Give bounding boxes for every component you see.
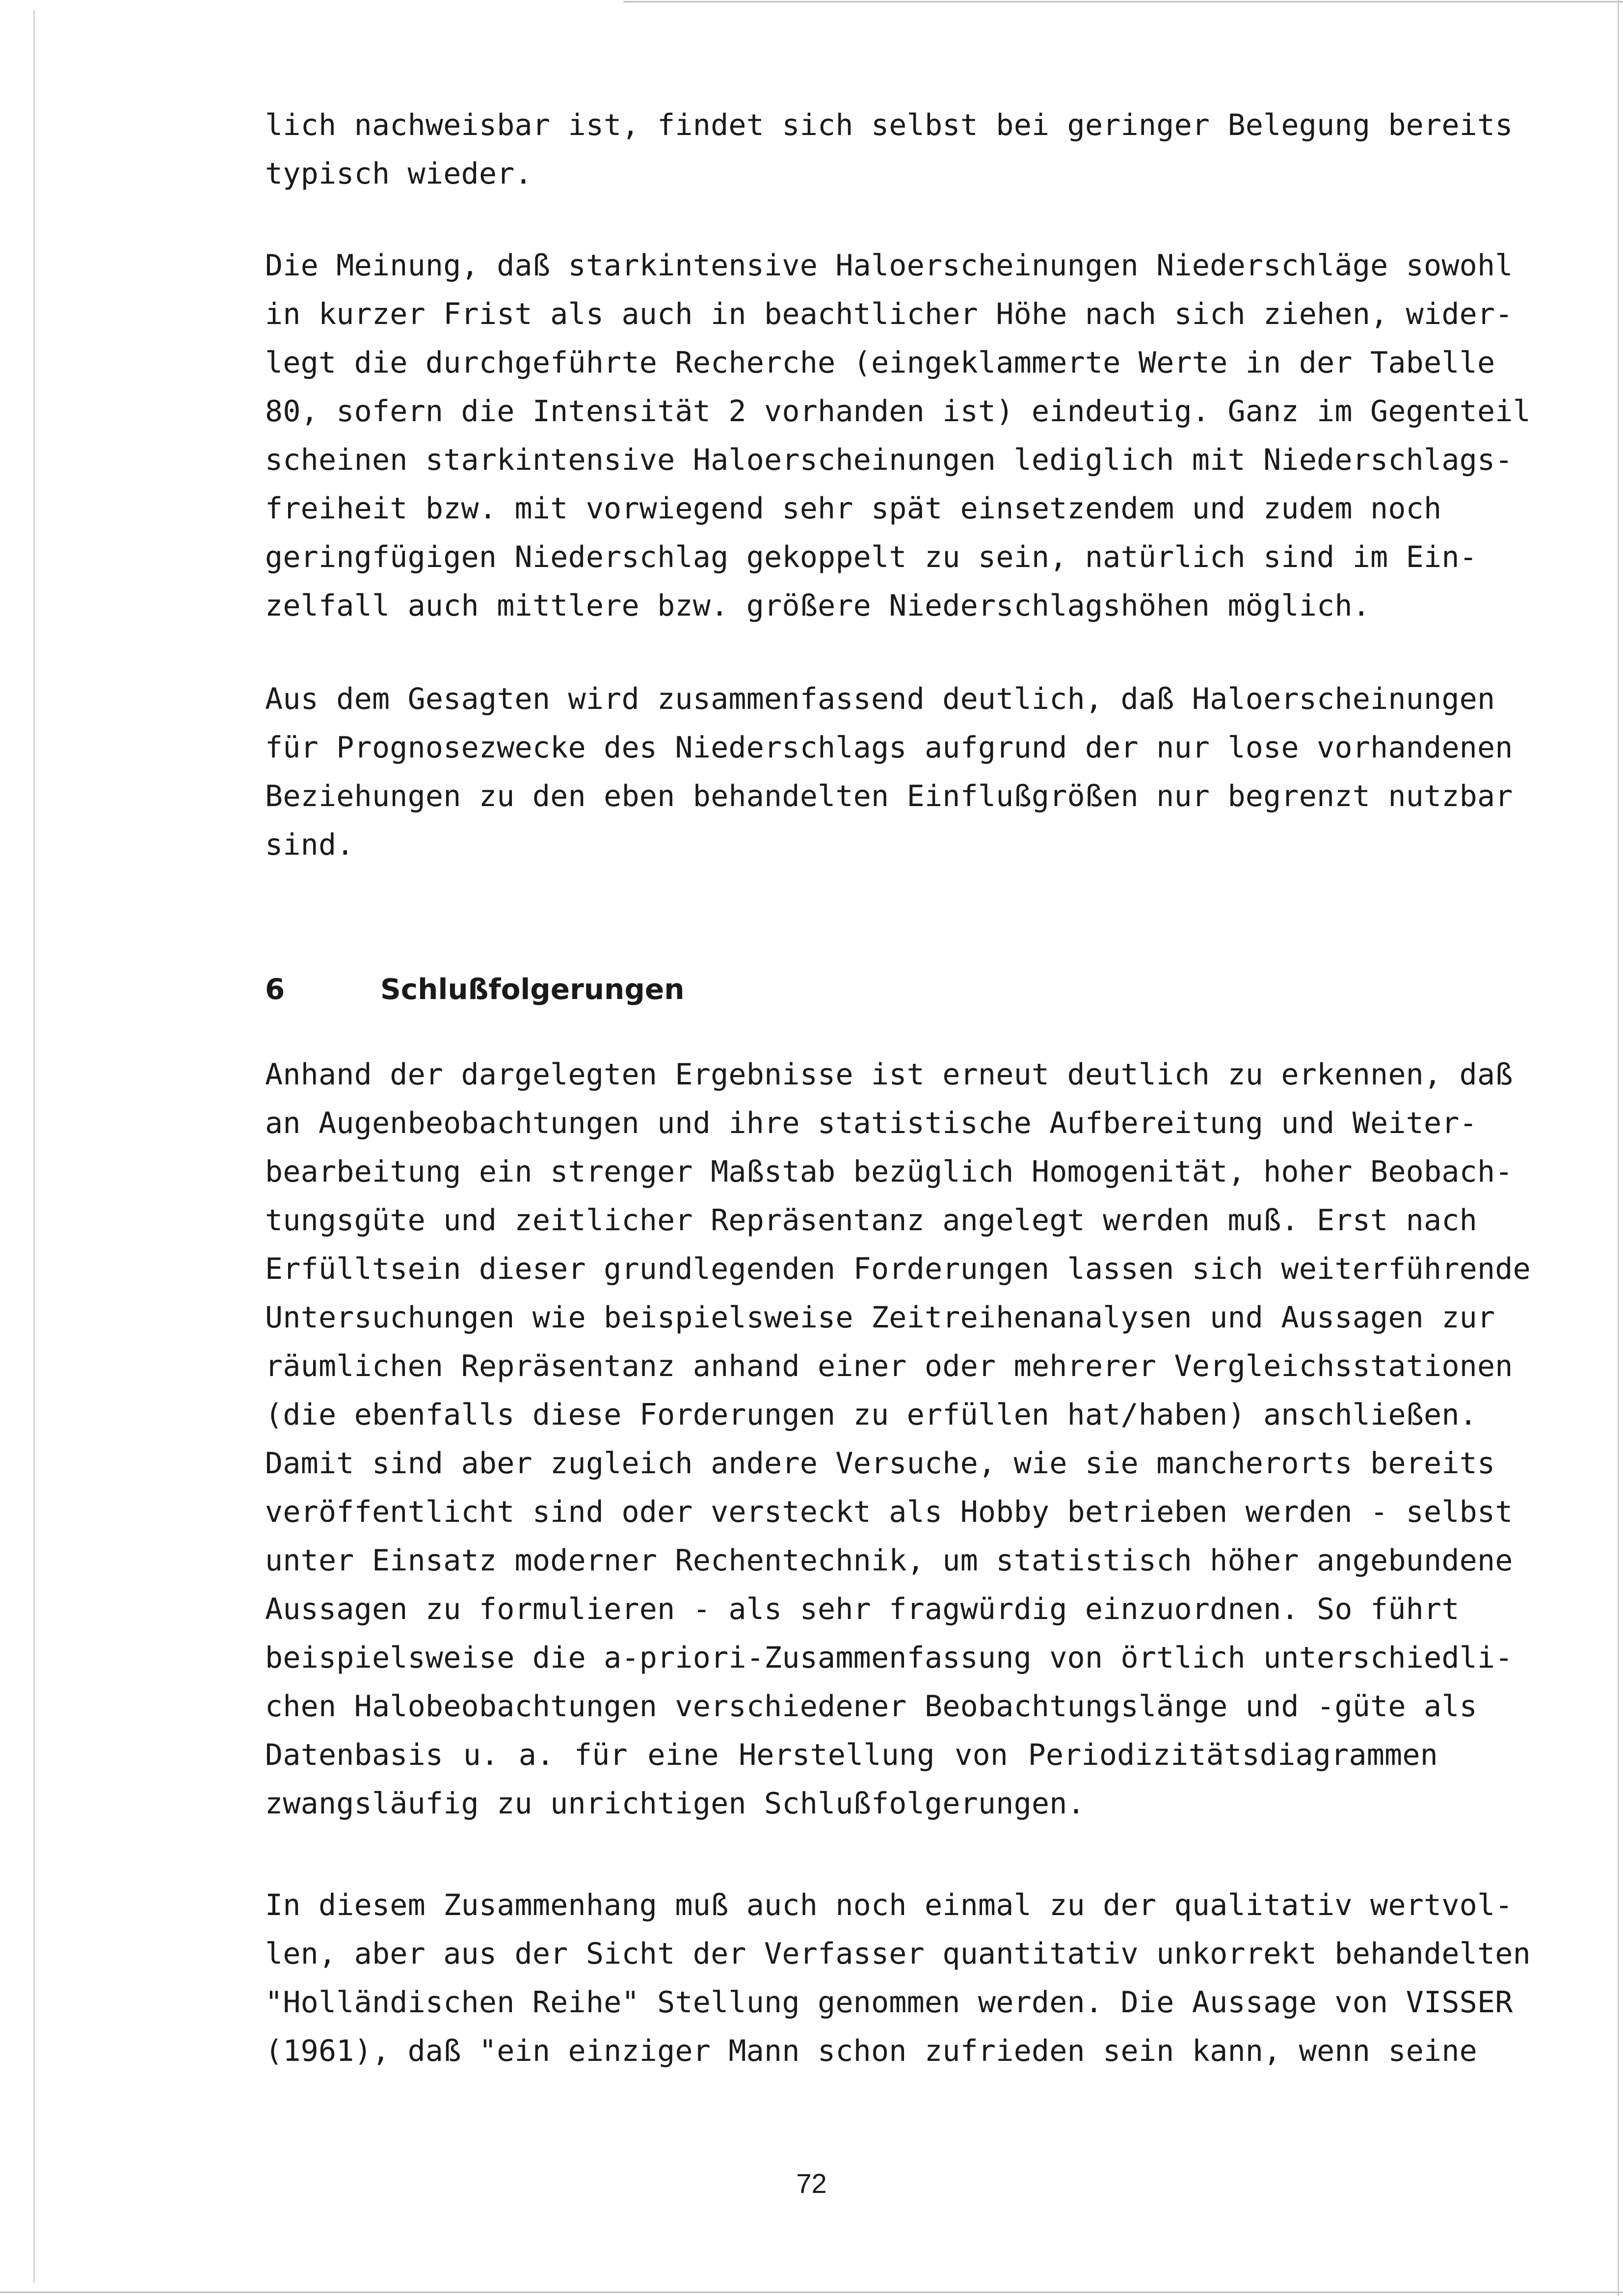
text-line: zelfall auch mittlere bzw. größere Niederschlagshöhen möglich. [265, 589, 1371, 623]
text-line: Aus dem Gesagten wird zusammenfassend deutlich, daß Haloerscheinungen [265, 682, 1495, 716]
text-line: sind. [265, 828, 354, 862]
text-line: (1961), daß "ein einziger Mann schon zufrieden sein kann, wenn seine [265, 2034, 1477, 2068]
text-line: veröffentlicht sind oder versteckt als Hobby betrieben werden - selbst [265, 1495, 1513, 1529]
text-line: "Holländischen Reihe" Stellung genommen werden. Die Aussage von VISSER [265, 1985, 1513, 2020]
text-line: Anhand der dargelegten Ergebnisse ist erneut deutlich zu erkennen, daß [265, 1057, 1513, 1092]
section-paragraph-2 [265, 1881, 1531, 2076]
scan-edge-top [623, 1, 1623, 2]
text-line: scheinen starkintensive Haloerscheinungen lediglich mit Niederschlags- [265, 443, 1513, 477]
text-line: Aussagen zu formulieren - als sehr fragwürdig einzuordnen. So führt [265, 1592, 1460, 1626]
scan-edge-right [1618, 0, 1619, 2296]
text-line: in kurzer Frist als auch in beachtlicher Höhe nach sich ziehen, wider- [265, 297, 1513, 331]
text-line: legt die durchgeführte Recherche (eingeklammerte Werte in der Tabelle [265, 346, 1495, 380]
page-number: 72 [796, 2168, 827, 2199]
text-line: geringfügigen Niederschlag gekoppelt zu sein, natürlich sind im Ein- [265, 540, 1477, 574]
scan-edge-bottom [0, 2292, 1623, 2293]
text-line: Beziehungen zu den eben behandelten Einflußgrößen nur begrenzt nutzbar [265, 779, 1513, 813]
text-line: freiheit bzw. mit vorwiegend sehr spät einsetzendem und zudem noch [265, 491, 1442, 526]
text-line: Datenbasis u. a. für eine Herstellung von Periodizitätsdiagrammen [265, 1738, 1438, 1772]
text-line: lich nachweisbar ist, findet sich selbst bei geringer Belegung bereits [265, 108, 1513, 142]
text-line: (die ebenfalls diese Forderungen zu erfüllen hat/haben) anschließen. [265, 1398, 1477, 1432]
text-line: tungsgüte und zeitlicher Repräsentanz angelegt werden muß. Erst nach [265, 1203, 1477, 1238]
text-line: typisch wieder. [265, 157, 532, 191]
text-line: an Augenbeobachtungen und ihre statistische Aufbereitung und Weiter- [265, 1106, 1477, 1140]
text-line: chen Halobeobachtungen verschiedener Beobachtungslänge und -güte als [265, 1689, 1477, 1724]
text-line: zwangsläufig zu unrichtigen Schlußfolgerungen. [265, 1786, 1085, 1821]
paragraph-2 [265, 242, 1531, 630]
text-line: Damit sind aber zugleich andere Versuche, wie sie mancherorts bereits [265, 1446, 1495, 1481]
text-line: beispielsweise die a-priori-Zusammenfassung von örtlich unterschiedli- [265, 1641, 1513, 1675]
scan-edge-left [33, 10, 35, 2283]
text-line: Die Meinung, daß starkintensive Haloerscheinungen Niederschläge sowohl [265, 248, 1513, 283]
section-number: 6 [265, 972, 285, 1006]
text-line: für Prognosezwecke des Niederschlags aufgrund der nur lose vorhandenen [265, 730, 1513, 765]
text-line: bearbeitung ein strenger Maßstab bezüglich Homogenität, hoher Beobach- [265, 1155, 1513, 1189]
text-line: len, aber aus der Sicht der Verfasser quantitativ unkorrekt behandelten [265, 1937, 1531, 1971]
section-paragraph-1 [265, 1051, 1531, 1828]
text-line: räumlichen Repräsentanz anhand einer oder mehrerer Vergleichsstationen [265, 1349, 1513, 1383]
text-line: Untersuchungen wie beispielsweise Zeitreihenanalysen und Aussagen zur [265, 1300, 1495, 1335]
text-line: In diesem Zusammenhang muß auch noch einmal zu der qualitativ wertvol- [265, 1888, 1513, 1922]
paragraph-1 [265, 101, 1513, 198]
text-line: unter Einsatz moderner Rechentechnik, um statistisch höher angebundene [265, 1543, 1513, 1578]
text-line: 80, sofern die Intensität 2 vorhanden ist) eindeutig. Ganz im Gegenteil [265, 394, 1531, 429]
text-line: Erfülltsein dieser grundlegenden Forderungen lassen sich weiterführende [265, 1252, 1531, 1286]
section-title: Schlußfolgerungen [380, 972, 685, 1006]
paragraph-3 [265, 675, 1513, 869]
section-heading [265, 970, 684, 1009]
